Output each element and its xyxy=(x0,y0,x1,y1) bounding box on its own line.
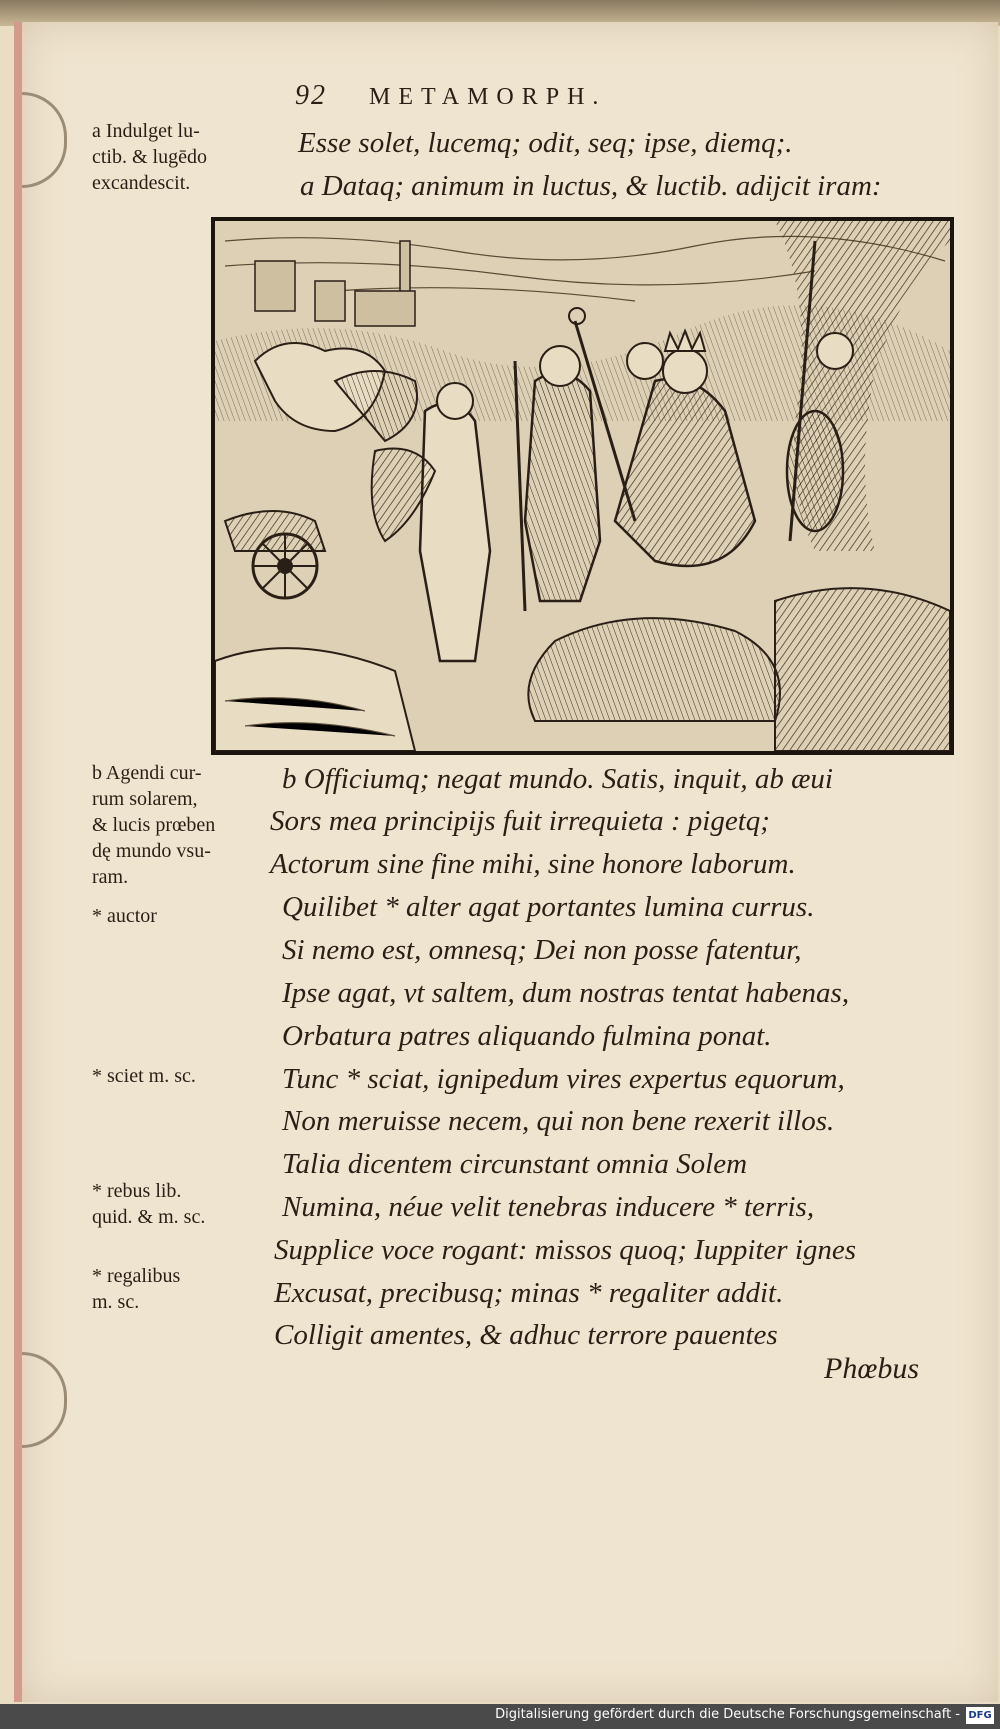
verse-line-16: Colligit amentes, & adhuc terrore pauentes xyxy=(274,1319,778,1351)
verse-line-9: Orbatura patres aliquando fulmina ponat. xyxy=(282,1020,772,1052)
woodcut-image xyxy=(215,221,950,751)
running-head xyxy=(295,80,855,112)
margin-note-rebus: * rebus lib. quid. & m. sc. xyxy=(92,1180,206,1228)
running-title: METAMORPH. xyxy=(369,84,607,110)
verse-line-6: Quilibet * alter agat portantes lumina currus. xyxy=(282,891,815,923)
margin-note-auctor: * auctor xyxy=(92,905,157,927)
verse-line-11: Non meruisse necem, qui non bene rexerit illos. xyxy=(282,1105,835,1137)
woodcut-illustration xyxy=(211,217,954,755)
verse-line-3: b Officiumq; negat mundo. Satis, inquit, ab æui xyxy=(282,763,833,795)
verse-line-5: Actorum sine fine mihi, sine honore laborum. xyxy=(270,848,796,880)
verse-line-4: Sors mea principijs fuit irrequieta : pigetq; xyxy=(270,805,770,837)
margin-note-sciet: * sciet m. sc. xyxy=(92,1065,196,1087)
verse-line-13: Numina, néue velit tenebras inducere * terris, xyxy=(282,1191,815,1223)
verse-line-1: Esse solet, lucemq; odit, seq; ipse, diemq;. xyxy=(298,127,793,159)
catchword: Phœbus xyxy=(824,1352,920,1385)
margin-note-b: b Agendi cur- rum solarem, & lucis prœben dę mundo vsu- ram. xyxy=(92,762,216,888)
verse-line-2: a Dataq; animum in luctus, & luctib. adijcit iram: xyxy=(300,170,882,202)
margin-note-a: a Indulget lu- ctib. & lugēdo excandescit. xyxy=(92,120,207,194)
verse-line-14: Supplice voce rogant: missos quoq; Iuppiter ignes xyxy=(274,1234,857,1266)
verse-line-8: Ipse agat, vt saltem, dum nostras tentat habenas, xyxy=(282,977,850,1009)
verse-line-12: Talia dicentem circunstant omnia Solem xyxy=(282,1148,748,1180)
dfg-logo: DFG xyxy=(966,1707,994,1724)
verse-line-7: Si nemo est, omnesq; Dei non posse fatentur, xyxy=(282,934,802,966)
verse-line-10: Tunc * sciat, ignipedum vires expertus equorum, xyxy=(282,1063,845,1095)
verse-line-15: Excusat, precibusq; minas * regaliter addit. xyxy=(274,1277,784,1309)
binding-clasp-top xyxy=(22,92,67,188)
binding-clasp-bottom xyxy=(22,1352,67,1448)
margin-note-regalibus: * regalibus m. sc. xyxy=(92,1265,181,1313)
page-number: 92 xyxy=(295,80,327,111)
digitization-credit: Digitalisierung gefördert durch die Deutsche Forschungsgemeinschaft - xyxy=(495,1707,960,1722)
